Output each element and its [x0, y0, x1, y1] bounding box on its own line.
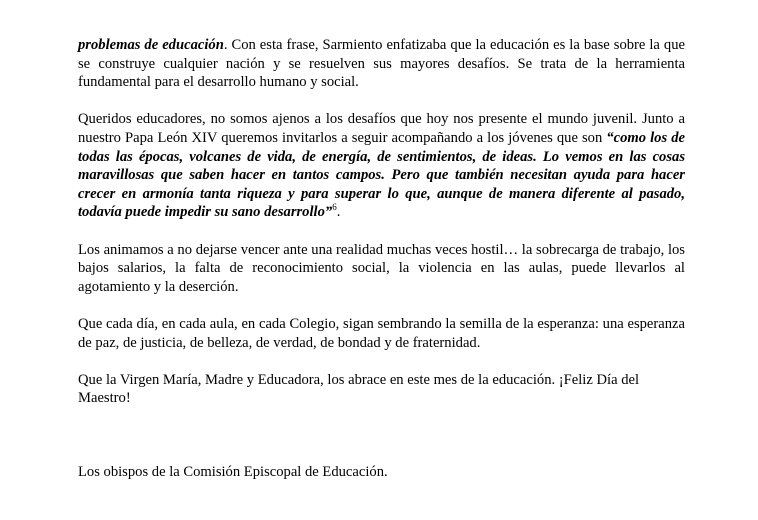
paragraph-hope — [78, 315, 685, 352]
paragraph-text: Que cada día, en cada aula, en cada Colegio, sigan sembrando la semilla de la esperanza: una esperanza de paz, de justicia, de belleza, de verdad, de bondad y de fraternidad. — [78, 315, 685, 351]
paragraph-encouragement — [78, 241, 685, 297]
pope-quote: “como los de todas las épocas, volcanes de vida, de energía, de sentimientos, de ideas. Lo vemos en las cosas maravillosas que saben hacer en tantos campos. Pero que también necesitan ayuda para hacer crecer en armonía tanta riqueza y para superar lo que, aunque de manera diferente al pasado, todavía puede impedir su sano desarrollo” — [78, 129, 685, 221]
paragraph-blessing — [78, 371, 685, 408]
signature-line — [78, 463, 685, 482]
paragraph-end: . — [336, 204, 341, 221]
signature-text: Los obispos de la Comisión Episcopal de Educación. — [78, 464, 388, 481]
paragraph-text: . Con esta frase, Sarmiento enfatizaba que la educación es la base sobre la que se construye cualquier nación y se resuelven sus mayores desafíos. Se trata de la herramienta fundamental para el desarrollo humano y social. — [78, 37, 685, 91]
paragraph-educators — [78, 110, 685, 222]
footnote-reference: 6 — [332, 202, 337, 213]
paragraph-text: Que la Virgen María, Madre y Educadora, los abrace en este mes de la educación. ¡Feliz Día del Maestro! — [78, 371, 640, 407]
paragraph-text: Los animamos a no dejarse vencer ante una realidad muchas veces hostil… la sobrecarga de trabajo, los bajos salarios, la falta de reconocimiento social, la violencia en las aulas, puede llevarlos al agotamiento y la deserción. — [78, 241, 685, 295]
paragraph-text: Queridos educadores, no somos ajenos a los desafíos que hoy nos presente el mundo juvenil. Junto a nuestro Papa León XIV queremos invitarlos a seguir acompañando a los jóvenes que son — [78, 111, 685, 146]
document-page — [78, 36, 685, 501]
spacer — [78, 426, 685, 463]
emphasis-phrase: problemas de educación — [78, 37, 224, 53]
paragraph-sarmiento — [78, 36, 685, 92]
